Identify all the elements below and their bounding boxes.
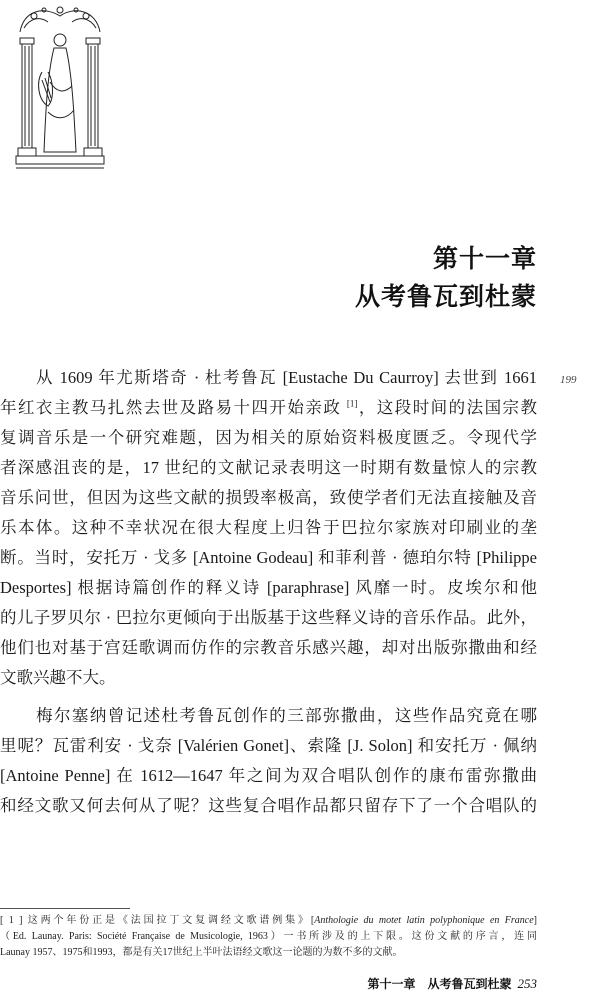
footnote-ref: [1] [346,398,358,409]
footnote [0,913,537,961]
body-line: 和经文歌又何去何从了呢？这些复合唱作品都只留存下了一个合唱队的 [0,796,537,815]
footnote-divider [0,908,130,909]
body-line: 从 1609 年尤斯塔奇 · 杜考鲁瓦 [Eustache Du Caurroy] 去世到 1661 [36,368,537,387]
footnote-text: （Ed. Launay. Paris: Société Française de Musicologie, 1963）一书所涉及的上下限。这份文献的序言，连同 [0,931,537,942]
body-line [0,393,537,423]
body-line: 复调音乐是一个研究难题，因为相关的原始资料极度匮乏。令现代学 [0,428,537,447]
body-line: 断。当时，安托万 · 戈多 [Antoine Godeau] 和菲利普 · 德珀尔特 [Philippe [0,548,537,567]
footnote-text: Launay 1957、1975和1993，都是有关17世纪上半叶法语经文歌这一论题的为数不多的文献。 [0,947,403,958]
chapter-number: 第十一章 [432,244,537,273]
footnote-text: [ 1 ] 这两个年份正是《法国拉丁文复调经文歌谱例集》[ [0,915,315,926]
body-line-text: ，这段时间的法国宗教 [357,398,537,417]
ornament-engraving [14,2,106,172]
body-line: 乐本体。这种不幸状况在很大程度上归咎于巴拉尔家族对印刷业的垄 [0,518,537,537]
body-line: 他们也对基于宫廷歌调而仿作的宗教音乐感兴趣，却对出版弥撒曲和经 [0,638,537,657]
body-line: [Antoine Penne] 在 1612—1647 年之间为双合唱队创作的康布雷弥撒曲 [0,766,537,785]
footnote-line [0,913,537,929]
chapter-heading [355,240,537,316]
page-number: 253 [517,976,537,991]
running-footer-title: 第十一章 从考鲁瓦到杜蒙 [367,977,512,991]
body-line: 者深感沮丧的是，17 世纪的文献记录表明这一时期有数量惊人的宗教 [0,458,537,477]
page-footer [367,975,537,992]
footnote-text: ] [533,915,537,926]
footnote-line [0,929,537,945]
footnote-line [0,945,537,961]
body-line: 里呢？瓦雷利安 · 戈奈 [Valérien Gonet]、索隆 [J. Solon] 和安托万 · 佩纳 [0,736,537,755]
footnote-title: Anthologie du motet latin polyphonique en France [314,915,534,926]
body-line: Desportes] 根据诗篇创作的释义诗 [paraphrase] 风靡一时。皮埃尔和他 [0,578,537,597]
body-line-text: 年红衣主教马扎然去世及路易十四开始亲政 [0,398,347,417]
chapter-title: 从考鲁瓦到杜蒙 [354,282,537,311]
body-line: 的儿子罗贝尔 · 巴拉尔更倾向于出版基于这些释义诗的音乐作品。此外， [0,608,537,627]
body-line: 文歌兴趣不大。 [0,668,116,687]
body-line: 音乐问世，但因为这些文献的损毁率极高，致使学者们无法直接触及音 [0,488,537,507]
margin-page-number: 199 [560,374,577,386]
body-line: 梅尔塞纳曾记述杜考鲁瓦创作的三部弥撒曲，这些作品究竟在哪 [36,706,537,725]
